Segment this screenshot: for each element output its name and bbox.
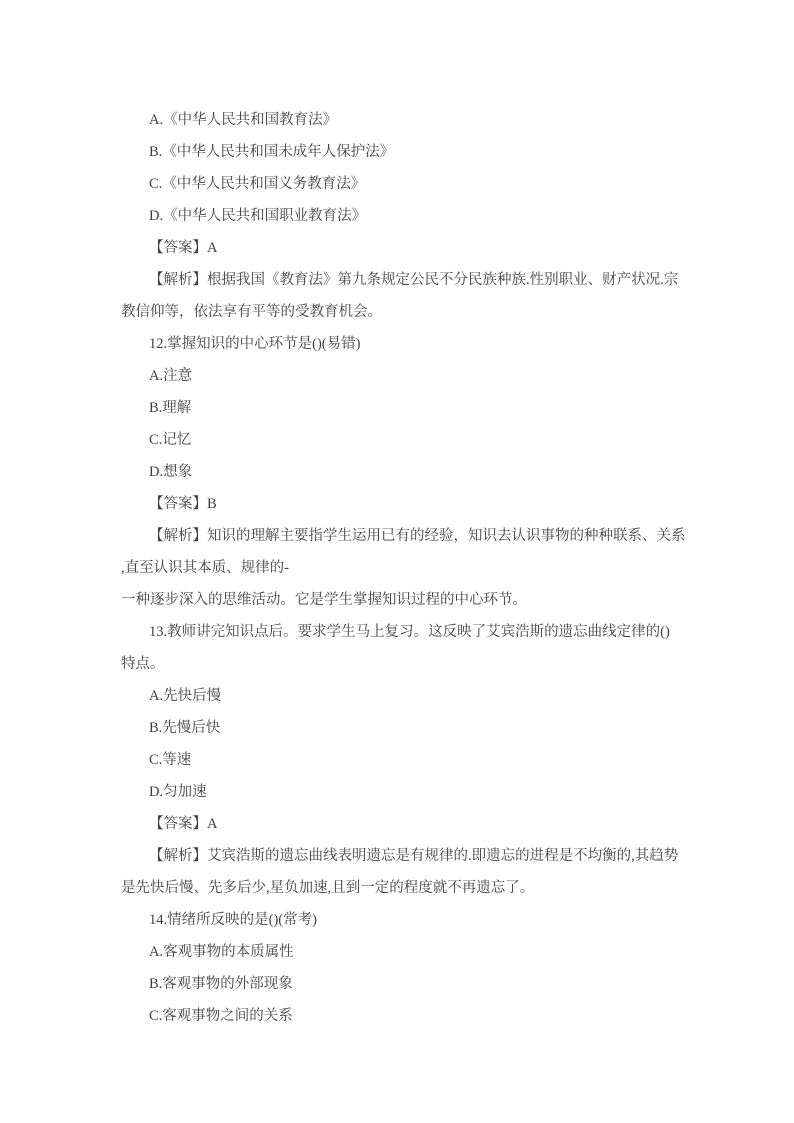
q13-option-d: D.匀加速 xyxy=(149,784,207,800)
q13-option-c: C.等速 xyxy=(149,752,192,768)
q14-option-c: C.客观事物之间的关系 xyxy=(149,1008,293,1024)
q12-option-d: D.想象 xyxy=(149,464,193,480)
q11-option-b: B.《中华人民共和国未成年人保护法》 xyxy=(149,144,395,160)
q13-option-a: A.先快后慢 xyxy=(149,688,222,704)
q12-analysis-line-2: ,直至认识其本质、规律的- xyxy=(121,560,289,576)
q12-analysis-line-3: 一种逐步深入的思维活动。它是学生掌握知识过程的中心环节。 xyxy=(121,592,527,608)
document-content xyxy=(121,104,686,1032)
q14-option-a: A.客观事物的本质属性 xyxy=(149,944,294,960)
q11-answer: 【答案】A xyxy=(149,240,218,256)
q12-option-b: B.理解 xyxy=(149,400,192,416)
q13-question-line-1: 13.教师讲完知识点后。要求学生马上复习。这反映了艾宾浩斯的遗忘曲线定律的() xyxy=(149,624,670,640)
q11-option-c: C.《中华人民共和国义务教育法》 xyxy=(149,176,366,192)
q14-option-b: B.客观事物的外部现象 xyxy=(149,976,293,992)
q13-analysis-line-2: 是先快后慢、先多后少,星负加速,且到一定的程度就不再遗忘了。 xyxy=(121,880,535,896)
q12-question: 12.掌握知识的中心环节是()(易错) xyxy=(149,336,361,352)
q11-analysis-line-1: 【解析】根据我国《教育法》第九条规定公民不分民族种族.性别职业、财产状况.宗 xyxy=(149,272,679,288)
q12-analysis-line-1: 【解析】知识的理解主要指学生运用已有的经验，知识去认识事物的种种联系、关系 xyxy=(149,528,686,544)
q11-analysis-line-2: 教信仰等，依法享有平等的受教育机会。 xyxy=(121,304,382,320)
q14-question: 14.情绪所反映的是()(常考) xyxy=(149,912,317,928)
q11-option-a: A.《中华人民共和国教育法》 xyxy=(149,112,338,128)
q12-answer: 【答案】B xyxy=(149,496,217,512)
q13-analysis-line-1: 【解析】艾宾浩斯的遗忘曲线表明遗忘是有规律的.即遗忘的进程是不均衡的,其趋势 xyxy=(149,848,679,864)
q12-option-a: A.注意 xyxy=(149,368,193,384)
q13-option-b: B.先慢后快 xyxy=(149,720,221,736)
q11-option-d: D.《中华人民共和国职业教育法》 xyxy=(149,208,367,224)
q13-answer: 【答案】A xyxy=(149,816,218,832)
q12-option-c: C.记忆 xyxy=(149,432,192,448)
q13-question-line-2: 特点。 xyxy=(121,656,165,672)
